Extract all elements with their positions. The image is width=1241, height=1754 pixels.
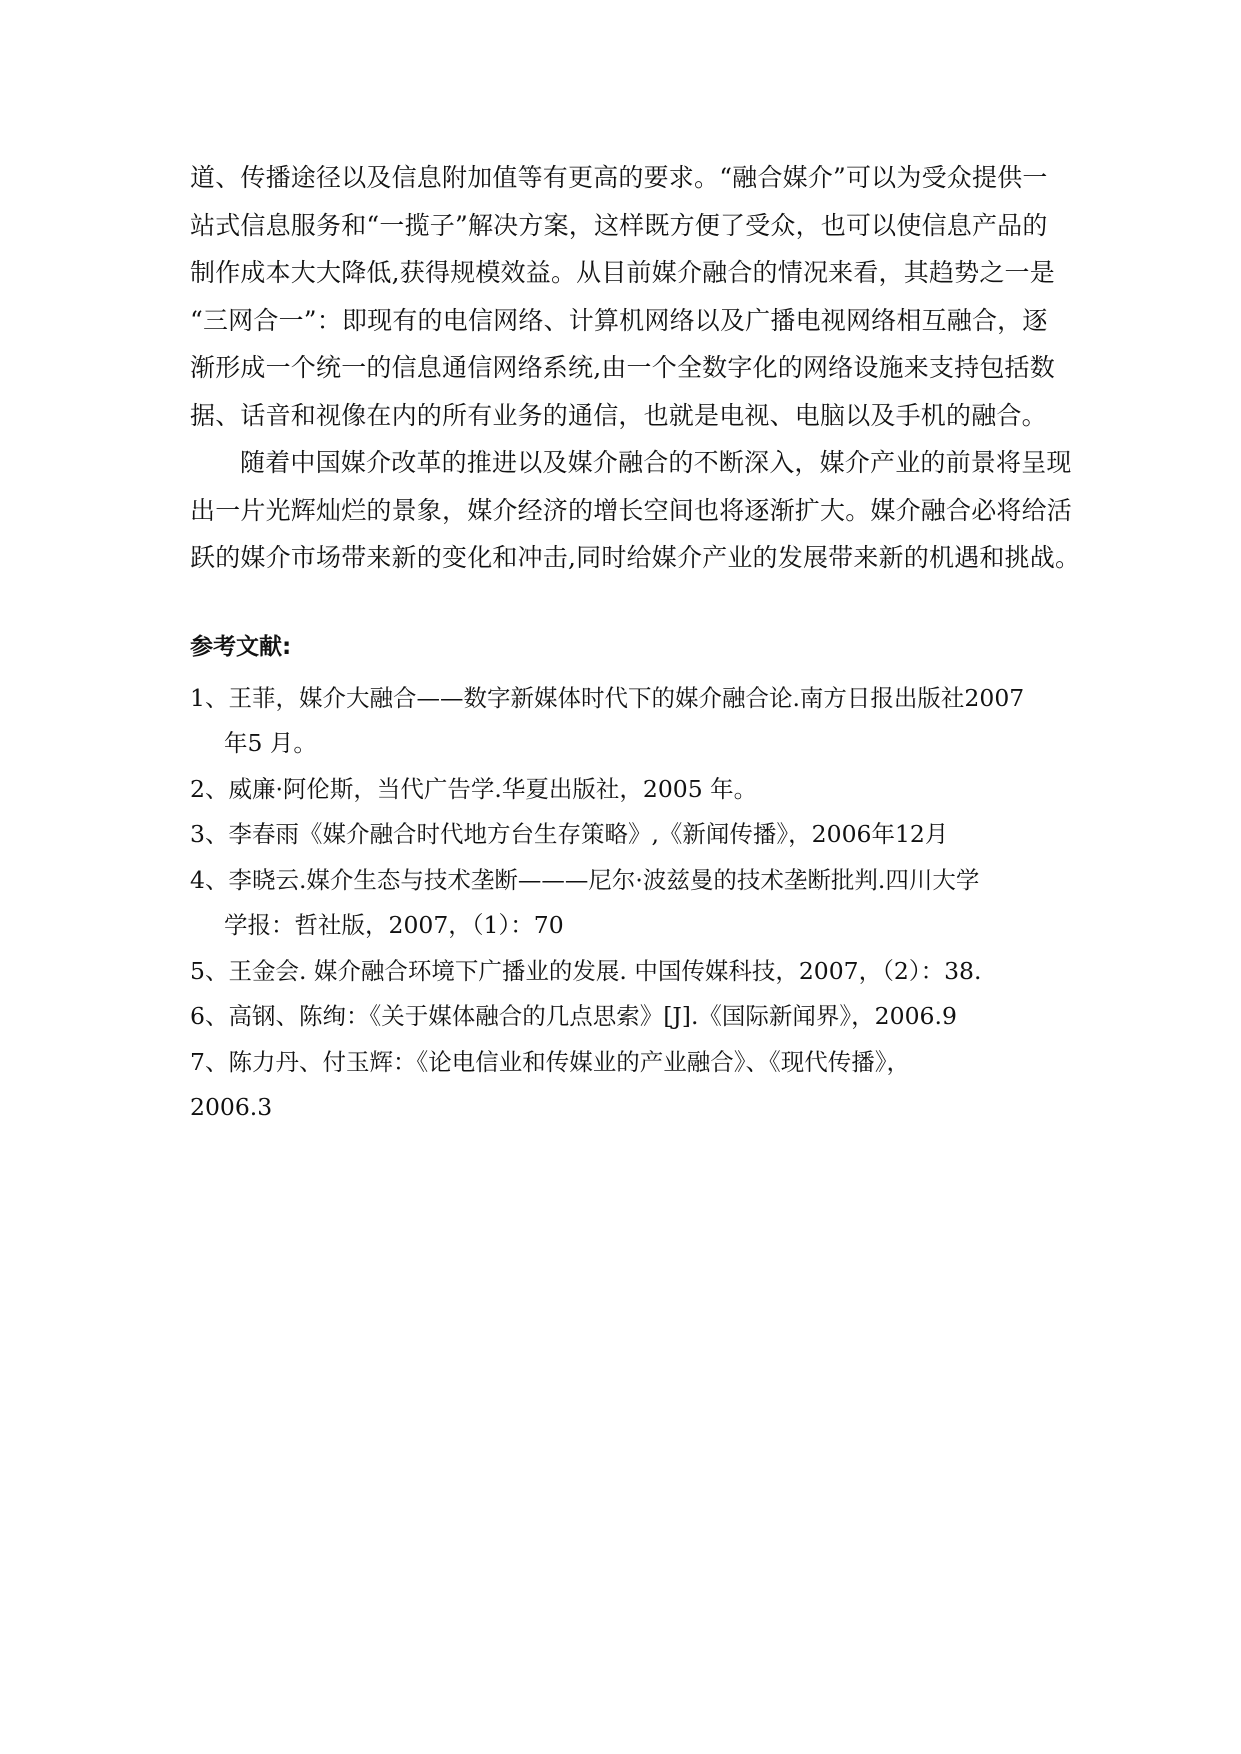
reference-text: 4、李晓云.媒介生态与技术垄断———尼尔·波兹曼的技术垄断批判.四川大学 [190, 865, 980, 894]
paragraph-line: 道、传播途径以及信息附加值等有更高的要求。“融合媒介”可以为受众提供一 [190, 163, 1048, 192]
reference-item [190, 767, 1070, 813]
reference-text: 5、王金会. 媒介融合环境下广播业的发展. 中国传媒科技，2007，（2）：38. [190, 956, 982, 985]
body-paragraph-1 [190, 154, 1070, 439]
paragraph-line: 制作成本大大降低,获得规模效益。从目前媒介融合的情况来看，其趋势之一是 [190, 258, 1055, 287]
reference-continuation: 2006.3 [190, 1093, 273, 1121]
body-paragraph-2 [190, 439, 1081, 582]
reference-item [190, 994, 1070, 1040]
reference-item [190, 1040, 1070, 1131]
paragraph-line: 出一片光辉灿烂的景象，媒介经济的增长空间也将逐渐扩大。媒介融合必将给活 [190, 495, 1073, 525]
reference-item [190, 949, 1070, 995]
reference-item [190, 858, 1070, 949]
paragraph-line: 站式信息服务和“一揽子”解决方案，这样既方便了受众，也可以使信息产品的 [190, 210, 1048, 240]
reference-text: 2、威廉·阿伦斯，当代广告学.华夏出版社，2005 年。 [190, 774, 758, 803]
paragraph-line: 跃的媒介市场带来新的变化和冲击,同时给媒介产业的发展带来新的机遇和挑战。 [190, 543, 1081, 572]
reference-text: 1、王菲，媒介大融合——数字新媒体时代下的媒介融合论.南方日报出版社2007 [190, 683, 1025, 712]
references-heading: 参考文献: [190, 633, 292, 660]
reference-text: 3、李春雨《媒介融合时代地方台生存策略》,《新闻传播》，2006年12月 [190, 820, 949, 848]
reference-continuation: 年5 月。 [224, 729, 317, 757]
reference-item [190, 812, 1070, 858]
reference-text: 7、陈力丹、付玉辉：《论电信业和传媒业的产业融合》、《现代传播》， [190, 1047, 910, 1076]
references-list [190, 676, 1070, 1131]
reference-text: 6、高钢、陈绚：《关于媒体融合的几点思索》[J].《国际新闻界》，2006.9 [190, 1002, 957, 1030]
paragraph-line: “三网合一”：即现有的电信网络、计算机网络以及广播电视网络相互融合，逐 [190, 305, 1048, 335]
reference-item [190, 676, 1070, 767]
paragraph-line: 据、话音和视像在内的所有业务的通信，也就是电视、电脑以及手机的融合。 [190, 400, 1047, 430]
paragraph-line: 随着中国媒介改革的推进以及媒介融合的不断深入，媒介产业的前景将呈现 [240, 448, 1072, 477]
reference-continuation: 学报：哲社版，2007，（1）：70 [224, 911, 564, 939]
paragraph-line: 渐形成一个统一的信息通信网络系统,由一个全数字化的网络设施来支持包括数 [190, 353, 1055, 382]
document-page [190, 154, 1081, 1131]
